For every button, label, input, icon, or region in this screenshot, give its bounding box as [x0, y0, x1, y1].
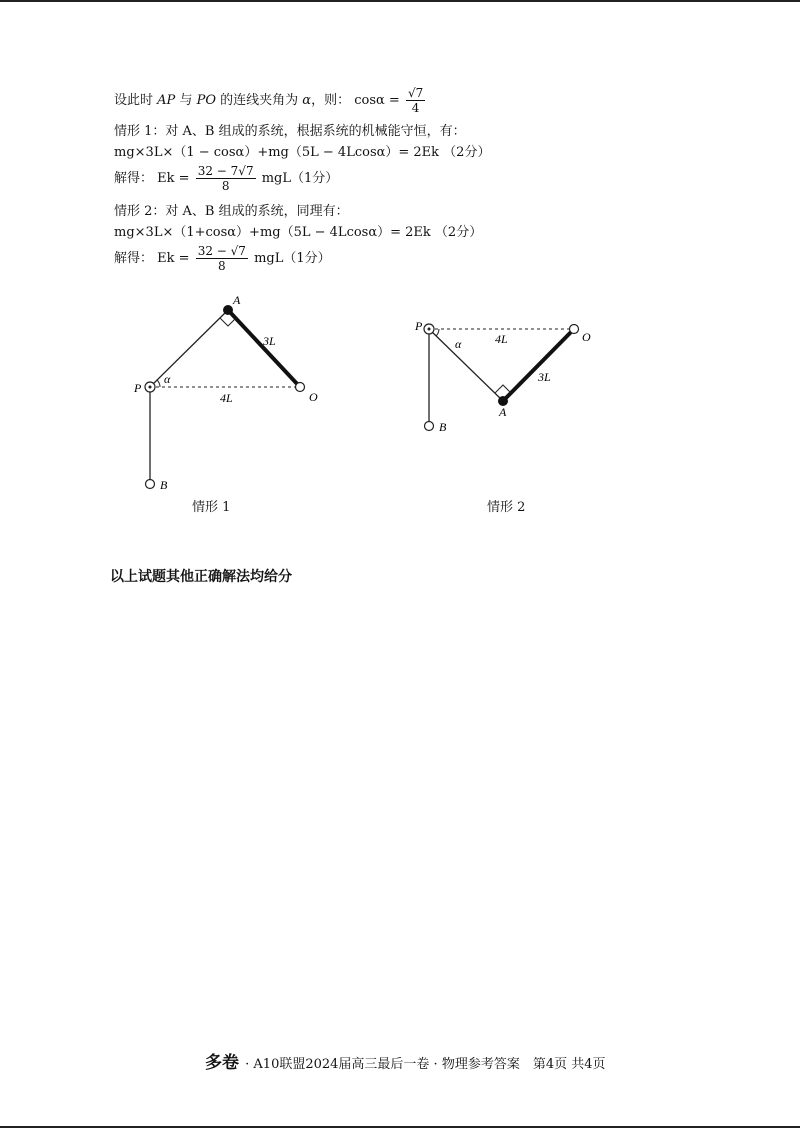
label-3L: 3L	[263, 334, 276, 348]
rope-AP	[150, 310, 228, 387]
rope-AP	[429, 329, 503, 401]
figure-1-diagram	[120, 290, 340, 500]
case1-result: 解得： Ek = $\frac{32 - 7√7}{8}$ mgL（1分）	[114, 164, 339, 193]
label-O: O	[309, 390, 318, 404]
right-angle-mark	[220, 318, 236, 326]
case2-equation: mg×3L×（1+cosα）+mg（5L − 4Lcosα）= 2Ek （2分）	[114, 225, 483, 240]
case2-result: 解得： Ek = $\frac{32 - √7}{8}$ mgL（1分）	[114, 244, 331, 273]
figure-2-diagram	[405, 312, 605, 437]
label-4L: 4L	[220, 391, 233, 405]
top-border-line	[0, 0, 800, 2]
ball-B	[146, 480, 155, 489]
label-A: A	[499, 405, 507, 419]
pulley-axle	[149, 386, 152, 389]
pulley-axle	[428, 328, 431, 331]
page-footer	[205, 1048, 606, 1073]
label-4L: 4L	[495, 332, 508, 346]
label-alpha: α	[455, 337, 462, 351]
footer-text: · A10联盟2024届高三最后一卷 · 物理参考答案 第4页 共4页	[245, 1057, 606, 1072]
right-angle-mark	[495, 385, 511, 393]
case1-heading: 情形 1：对 A、B 组成的系统，根据系统的机械能守恒，有：	[114, 124, 466, 139]
label-3L: 3L	[538, 370, 551, 384]
label-B: B	[439, 420, 447, 434]
label-B: B	[160, 478, 168, 492]
label-P: P	[134, 381, 142, 395]
solution-line-1: 设此时 AP 与 PO 的连线夹角为 α，则： cosα = $\frac{√7}{4}$	[114, 86, 424, 115]
pivot-O	[296, 383, 305, 392]
angle-arc	[157, 380, 160, 387]
label-P: P	[415, 319, 423, 333]
figure-2-caption: 情形 2	[487, 500, 526, 515]
case2-heading: 情形 2：对 A、B 组成的系统，同理有：	[114, 204, 349, 219]
grading-note: 以上试题其他正确解法均给分	[110, 569, 292, 585]
angle-arc	[436, 329, 439, 336]
case2-fraction: $\frac{32 - √7}{8}$	[197, 244, 246, 273]
rod-AO	[503, 329, 574, 401]
label-O: O	[582, 330, 591, 344]
figure-1-caption: 情形 1	[192, 500, 231, 515]
case1-fraction: $\frac{32 - 7√7}{8}$	[197, 164, 254, 193]
label-alpha: α	[164, 372, 171, 386]
ball-B	[425, 422, 434, 431]
rod-AO	[228, 310, 300, 387]
label-A: A	[233, 293, 241, 307]
publisher-logo: 多卷	[205, 1053, 239, 1073]
pivot-O	[570, 325, 579, 334]
case1-equation: mg×3L×（1 − cosα）+mg（5L − 4Lcosα）= 2Ek （2分）	[114, 145, 491, 160]
ball-A	[223, 305, 233, 315]
bottom-border-line	[0, 1126, 800, 1128]
cos-fraction: $\frac{√7}{4}$	[407, 86, 424, 115]
